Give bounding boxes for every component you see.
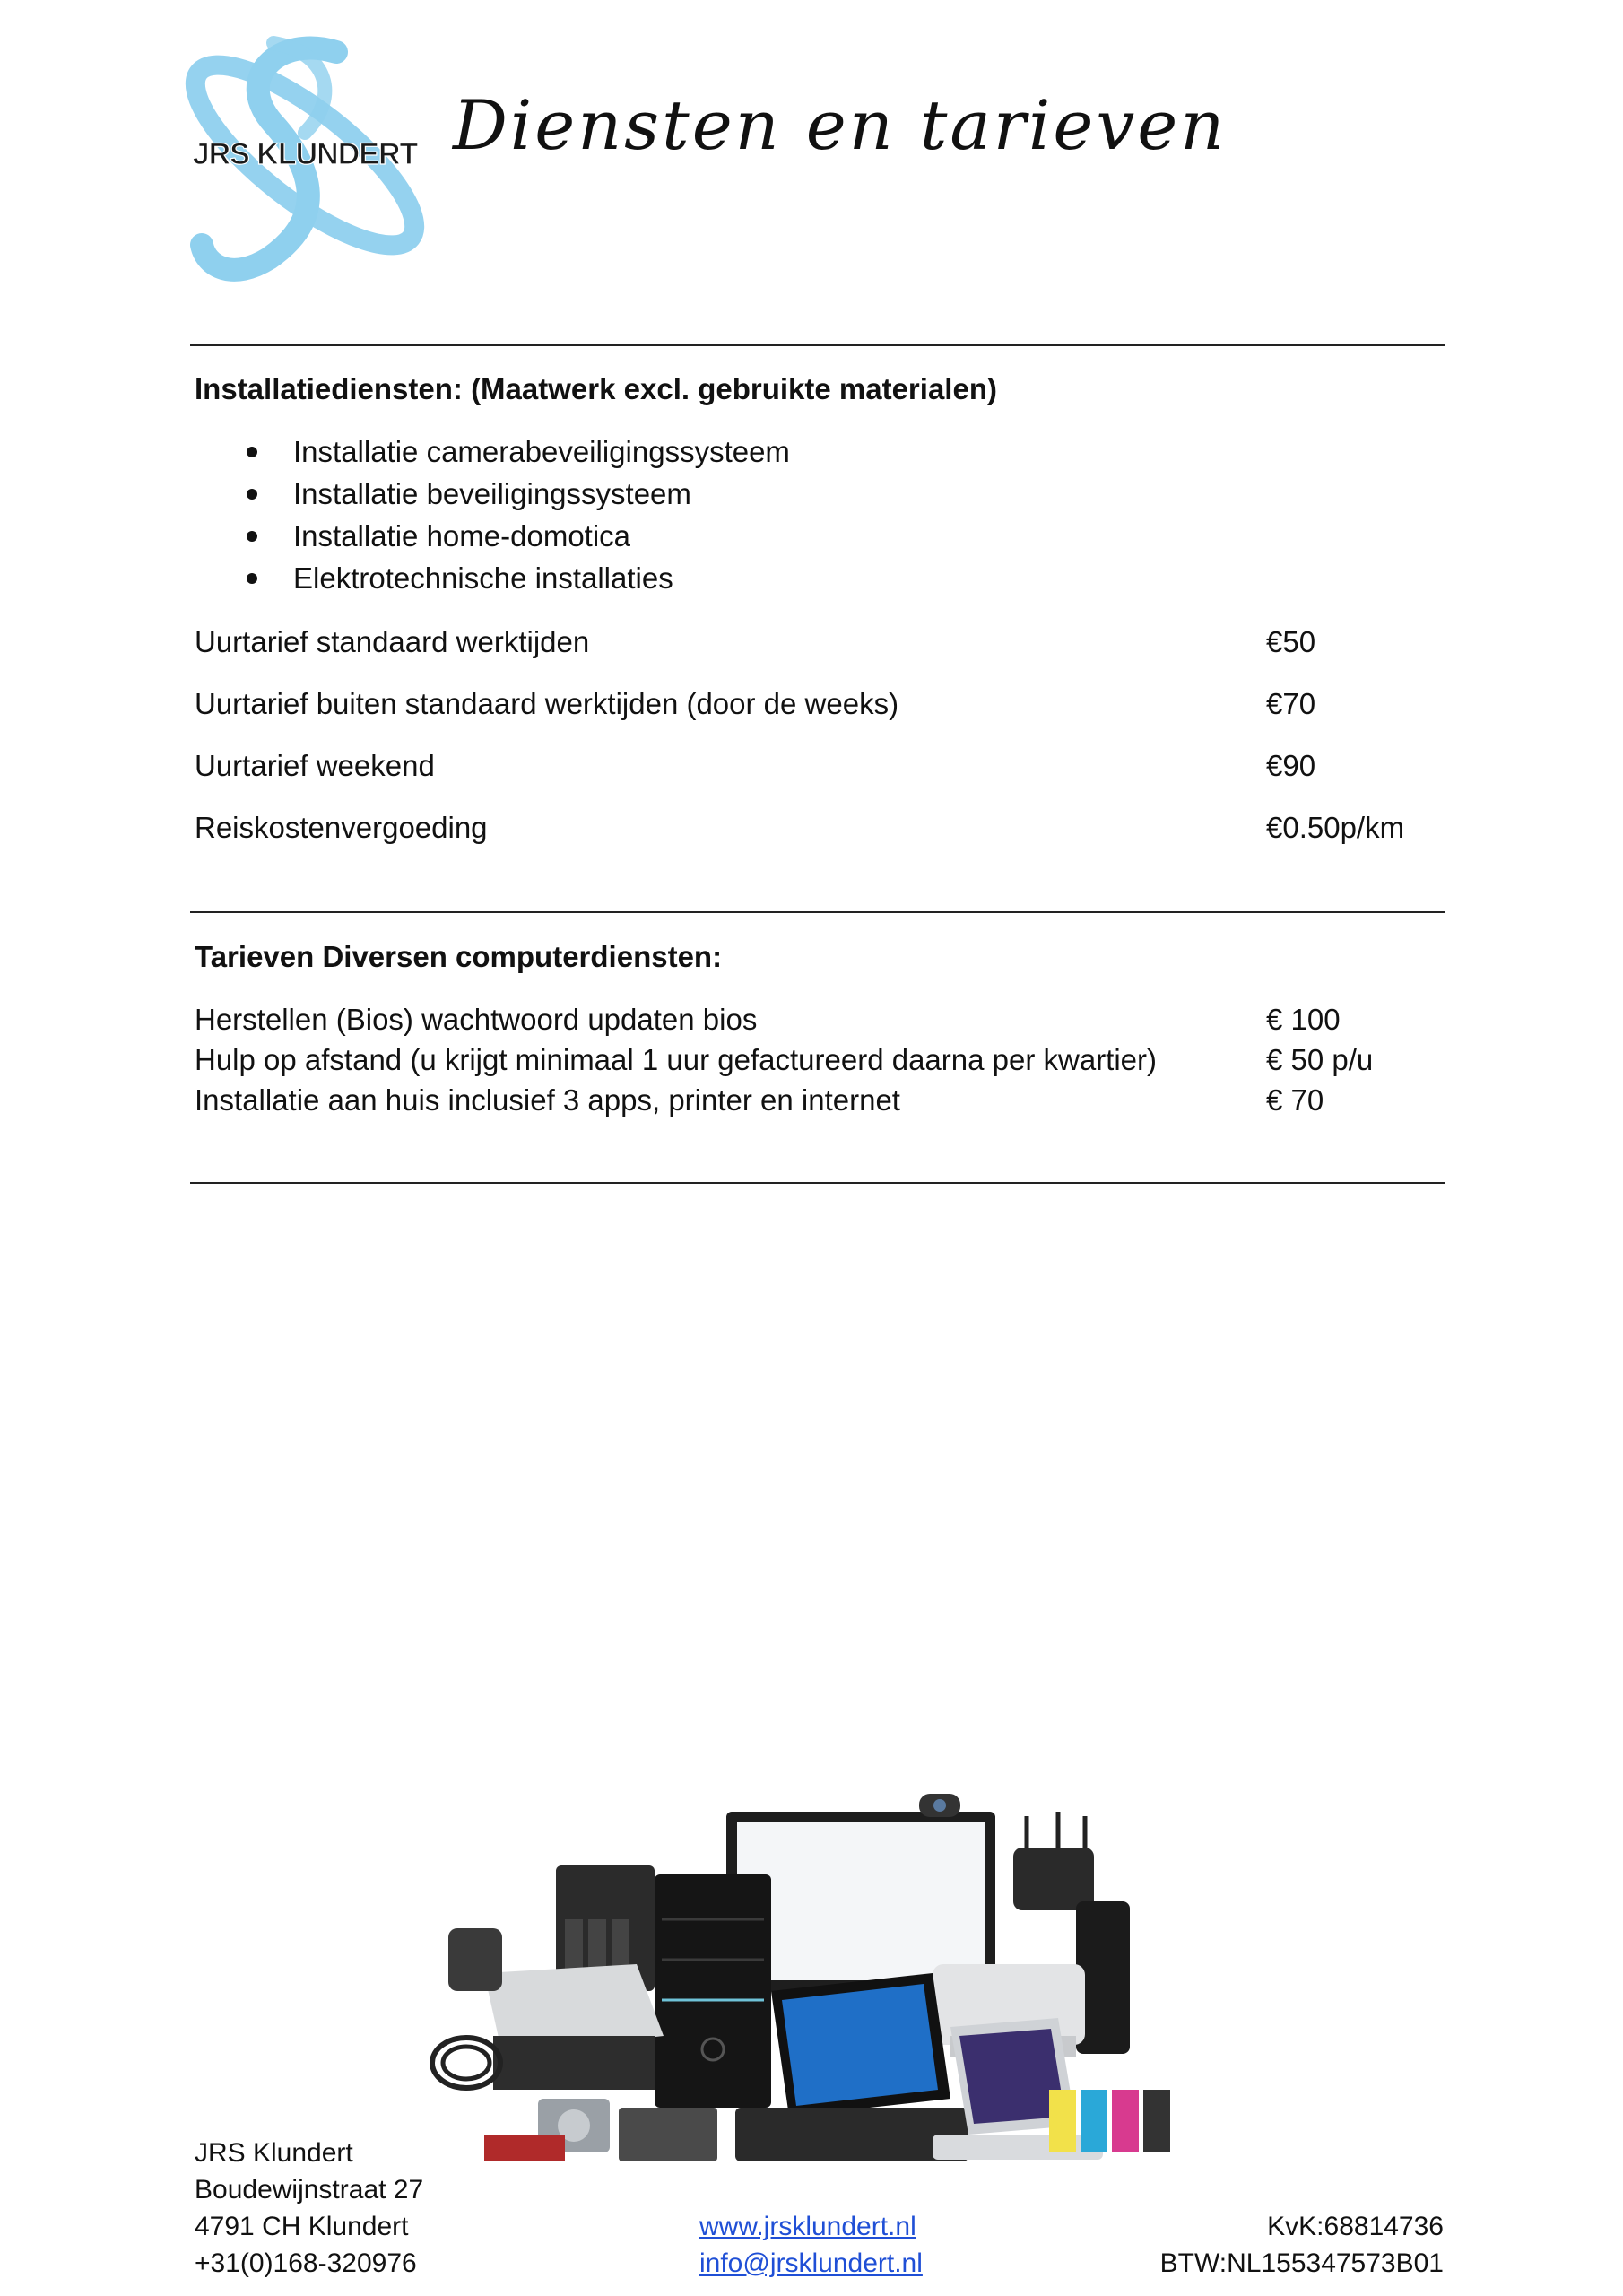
website-link[interactable]: www.jrsklundert.nl xyxy=(699,2212,916,2241)
contact-links xyxy=(699,2208,923,2282)
rate-label: Installatie aan huis inclusief 3 apps, printer en internet xyxy=(195,1083,900,1117)
rate-label: Herstellen (Bios) wachtwoord updaten bios xyxy=(195,1003,758,1036)
rate-row xyxy=(195,687,1445,721)
bullet-icon xyxy=(247,573,257,584)
rate-label: Uurtarief buiten standaard werktijden (door de weeks) xyxy=(195,687,899,720)
rate-label: Uurtarief standaard werktijden xyxy=(195,625,590,658)
bullet-icon xyxy=(247,531,257,542)
rate-row xyxy=(195,1083,1445,1118)
list-item: Installatie camerabeveiligingssysteem xyxy=(195,430,790,473)
rate-price: € 50 p/u xyxy=(1266,1043,1374,1076)
rate-label: Uurtarief weekend xyxy=(195,749,435,782)
rate-row xyxy=(195,625,1445,659)
bullet-icon xyxy=(247,447,257,457)
divider xyxy=(190,344,1445,346)
address-street: Boudewijnstraat 27 xyxy=(195,2175,424,2205)
service-list xyxy=(195,430,790,599)
logo-text: JRS KLUNDERT xyxy=(192,137,418,171)
page-title: Diensten en tarieven xyxy=(453,85,1228,165)
rate-price: €70 xyxy=(1266,687,1316,720)
list-item: Installatie beveiligingssysteem xyxy=(195,473,790,515)
email-link[interactable]: info@jrsklundert.nl xyxy=(699,2248,923,2278)
company-name: JRS Klundert xyxy=(195,2138,353,2168)
rate-row xyxy=(195,1043,1445,1077)
rate-row xyxy=(195,1003,1445,1037)
address-city: 4791 CH Klundert xyxy=(195,2212,409,2241)
list-item: Installatie home-domotica xyxy=(195,515,790,557)
section-heading-computer: Tarieven Diversen computerdiensten: xyxy=(195,940,723,973)
section-heading-installation: Installatiediensten: (Maatwerk excl. gebruikte materialen) xyxy=(195,372,997,405)
company-logo xyxy=(170,25,439,285)
btw-number: BTW:NL155347573B01 xyxy=(1159,2248,1444,2278)
rate-row xyxy=(195,749,1445,783)
products-image xyxy=(430,1794,1211,2197)
registration-info xyxy=(1160,2208,1444,2282)
phone-number: +31(0)168-320976 xyxy=(195,2248,417,2278)
bullet-icon xyxy=(247,489,257,500)
rate-price: €90 xyxy=(1266,749,1316,782)
rate-price: €50 xyxy=(1266,625,1316,658)
company-address xyxy=(195,2135,423,2282)
kvk-number: KvK:68814736 xyxy=(1267,2212,1444,2241)
rate-price: € 100 xyxy=(1266,1003,1341,1036)
divider xyxy=(190,911,1445,913)
divider xyxy=(190,1182,1445,1184)
rate-row xyxy=(195,811,1445,845)
rate-price: €0.50p/km xyxy=(1266,811,1405,844)
rate-label: Hulp op afstand (u krijgt minimaal 1 uur gefactureerd daarna per kwartier) xyxy=(195,1043,1158,1076)
list-item: Elektrotechnische installaties xyxy=(195,557,790,599)
rate-price: € 70 xyxy=(1266,1083,1324,1117)
rate-label: Reiskostenvergoeding xyxy=(195,811,488,844)
